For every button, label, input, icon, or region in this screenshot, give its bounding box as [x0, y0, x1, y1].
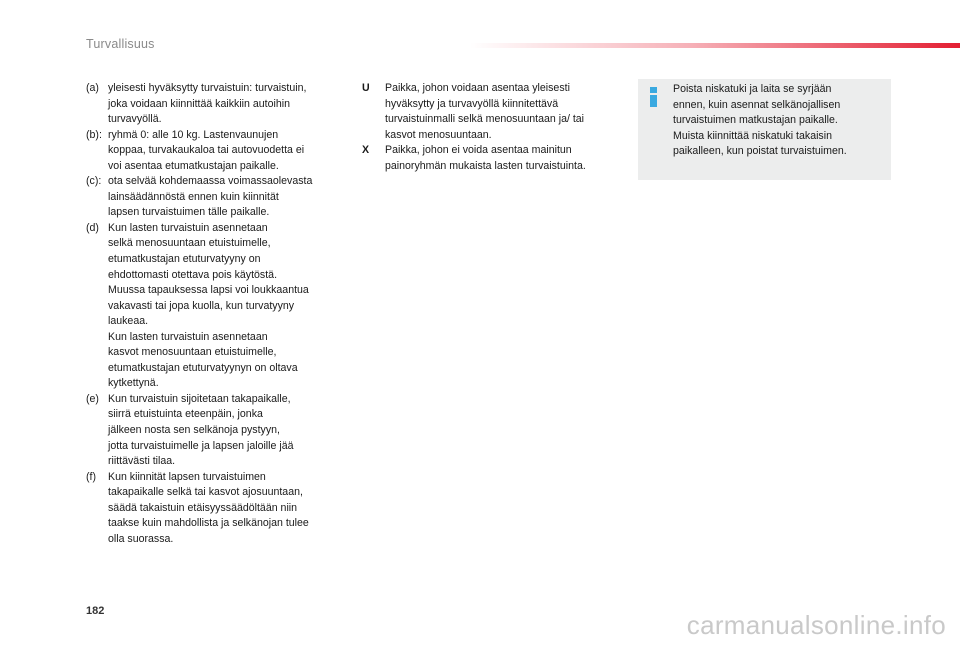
- note-line: olla suorassa.: [108, 532, 174, 545]
- section-title: Turvallisuus: [86, 37, 155, 51]
- page-number: 182: [86, 605, 105, 617]
- note-tag: (b):: [86, 128, 102, 141]
- note-line: ryhmä 0: alle 10 kg. Lastenvaunujen: [108, 128, 279, 141]
- notes-column: [86, 81, 351, 547]
- note-a: [86, 81, 351, 128]
- legend-line: hyväksytty ja turvavyöllä kiinnitettävä: [385, 97, 559, 110]
- note-line: kasvot menosuuntaan etuistuimelle,: [108, 346, 277, 359]
- note-tag: (e): [86, 392, 99, 405]
- note-line: voi asentaa etumatkustajan paikalle.: [108, 159, 279, 172]
- note-line: Kun lasten turvaistuin asennetaan: [108, 330, 268, 343]
- legend-line: painoryhmän mukaista lasten turvaistuinta.: [385, 159, 586, 172]
- note-line: ehdottomasti otettava pois käytöstä.: [108, 268, 278, 281]
- legend-tag: U: [362, 82, 370, 94]
- info-box: [638, 79, 891, 180]
- note-line: vakavasti tai jopa kuolla, kun turvatyyny: [108, 299, 295, 312]
- note-line: etumatkustajan etuturvatyyny on: [108, 253, 261, 266]
- info-line: Poista niskatuki ja laita se syrjään: [673, 83, 832, 95]
- note-line: joka voidaan kiinnittää kaikkiin autoihin: [108, 97, 290, 110]
- note-line: säädä takaistuin etäisyyssäädöltään niin: [108, 501, 298, 514]
- legend-u: [362, 81, 622, 143]
- note-line: riittävästi tilaa.: [108, 455, 176, 468]
- note-e: [86, 392, 351, 470]
- info-line: Muista kiinnittää niskatuki takaisin: [673, 129, 832, 142]
- note-tag: (d): [86, 221, 99, 234]
- note-line: ota selvää kohdemaassa voimassaolevasta: [108, 175, 313, 188]
- note-tag: (c):: [86, 175, 102, 188]
- note-tag: (f): [86, 470, 96, 483]
- legend-line: turvaistuinmalli selkä menosuuntaan ja/ tai: [385, 113, 585, 126]
- note-line: Kun kiinnität lapsen turvaistuimen: [108, 470, 266, 483]
- note-line: yleisesti hyväksytty turvaistuin: turvaistuin,: [108, 82, 307, 94]
- note-line: Kun lasten turvaistuin asennetaan: [108, 221, 268, 234]
- note-line: kytkettynä.: [108, 377, 159, 390]
- info-line: ennen, kuin asennat selkänojallisen: [673, 98, 841, 111]
- note-line: taakse kuin mahdollista ja selkänojan tulee: [108, 517, 309, 530]
- watermark: carmanualsonline.info: [686, 610, 946, 640]
- note-tag: (a): [86, 82, 99, 94]
- note-line: jälkeen nosta sen selkänoja pystyyn,: [108, 424, 280, 437]
- note-line: lapsen turvaistuimen tälle paikalle.: [108, 206, 270, 219]
- note-line: Kun turvaistuin sijoitetaan takapaikalle,: [108, 392, 291, 405]
- info-line: turvaistuimen matkustajan paikalle.: [673, 114, 838, 127]
- note-f: [86, 470, 351, 548]
- note-line: laukeaa.: [108, 315, 149, 328]
- note-line: turvavyöllä.: [108, 113, 162, 126]
- legend-x: [362, 143, 622, 174]
- legend-tag: X: [362, 144, 370, 157]
- note-line: takapaikalle selkä tai kasvot ajosuuntaan,: [108, 486, 303, 499]
- info-text: [673, 82, 888, 160]
- note-c: [86, 174, 351, 221]
- note-line: siirrä etuistuinta eteenpäin, jonka: [108, 408, 263, 421]
- legend-line: Paikka, johon ei voida asentaa mainitun: [385, 144, 572, 157]
- note-line: selkä menosuuntaan etuistuimelle,: [108, 237, 271, 250]
- header-accent-bar: [470, 43, 960, 48]
- note-line: etumatkustajan etuturvatyynyn on oltava: [108, 361, 298, 374]
- legend-line: Paikka, johon voidaan asentaa yleisesti: [385, 82, 570, 94]
- note-line: koppaa, turvakaukaloa tai autovuodetta ei: [108, 144, 305, 157]
- note-b: [86, 128, 351, 175]
- legend-column: [362, 81, 622, 174]
- note-d: [86, 221, 351, 392]
- legend-line: kasvot menosuuntaan.: [385, 128, 492, 141]
- info-line: paikalleen, kun poistat turvaistuimen.: [673, 145, 847, 158]
- note-line: lainsäädännöstä ennen kuin kiinnität: [108, 190, 279, 203]
- note-line: Muussa tapauksessa lapsi voi loukkaantua: [108, 284, 309, 297]
- info-icon: [648, 85, 660, 109]
- note-line: jotta turvaistuimelle ja lapsen jaloille jää: [108, 439, 294, 452]
